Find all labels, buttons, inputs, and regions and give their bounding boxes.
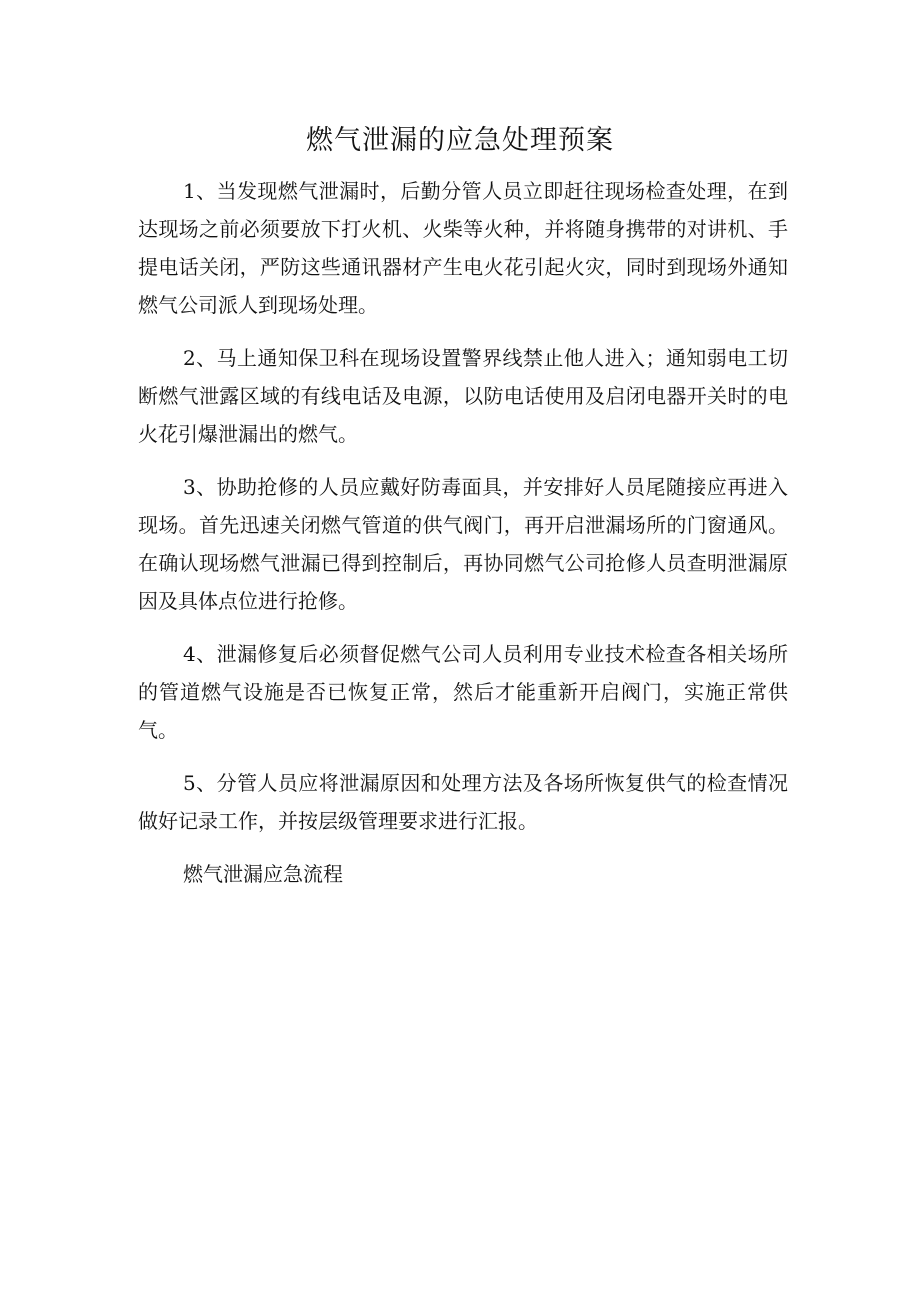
paragraph-4: 4、泄漏修复后必须督促燃气公司人员利用专业技术检查各相关场所的管道燃气设施是否已恢复正常，然后才能重新开启阀门，实施正常供气。 (138, 642, 788, 742)
flow-caption: 燃气泄漏应急流程 (183, 862, 343, 886)
paragraph-1: 1、当发现燃气泄漏时，后勤分管人员立即赶往现场检查处理，在到达现场之前必须要放下打火机、火柴等火种，并将随身携带的对讲机、手提电话关闭，严防这些通讯器材产生电火花引起火灾，同时到现场外通知燃气公司派人到现场处理。 (138, 179, 788, 317)
paragraph-5: 5、分管人员应将泄漏原因和处理方法及各场所恢复供气的检查情况做好记录工作，并按层级管理要求进行汇报。 (138, 771, 788, 833)
document-title: 燃气泄漏的应急处理预案 (306, 125, 614, 156)
paragraph-2: 2、马上通知保卫科在现场设置警界线禁止他人进入；通知弱电工切断燃气泄露区域的有线电话及电源，以防电话使用及启闭电器开关时的电火花引爆泄漏出的燃气。 (138, 346, 788, 446)
paragraph-3: 3、协助抢修的人员应戴好防毒面具，并安排好人员尾随接应再进入现场。首先迅速关闭燃气管道的供气阀门，再开启泄漏场所的门窗通风。在确认现场燃气泄漏已得到控制后，再协同燃气公司抢修人员查明泄漏原因及具体点位进行抢修。 (138, 475, 788, 613)
document-body (138, 172, 788, 893)
